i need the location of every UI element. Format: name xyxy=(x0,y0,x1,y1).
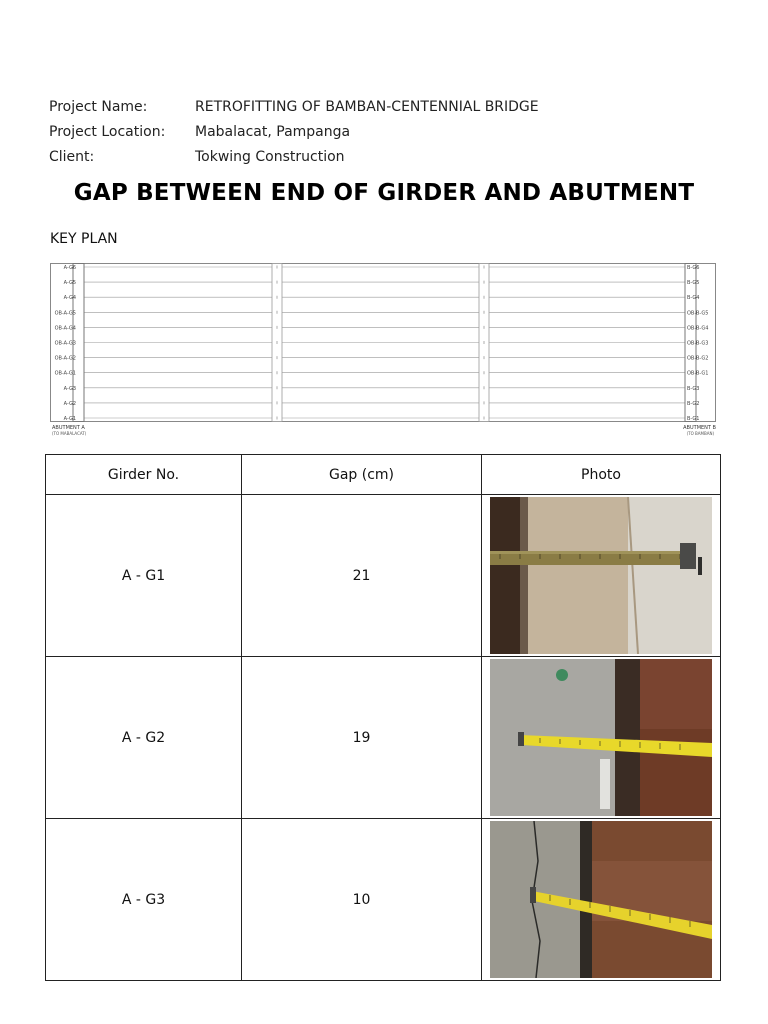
key-plan-svg xyxy=(50,262,720,440)
header-photo: Photo xyxy=(482,455,721,495)
key-plan-right-label: B-G2 xyxy=(687,400,700,407)
girder-no-cell: A - G1 xyxy=(46,495,242,657)
project-name-row xyxy=(49,94,539,119)
header-girder-no: Girder No. xyxy=(46,455,242,495)
photo-cell xyxy=(482,657,721,819)
project-name-value: RETROFITTING OF BAMBAN-CENTENNIAL BRIDGE xyxy=(195,98,539,115)
project-name-label: Project Name: xyxy=(49,98,148,115)
gap-cell: 19 xyxy=(242,657,482,819)
key-plan-left-label: A-G2 xyxy=(63,400,76,407)
client-label: Client: xyxy=(49,148,95,165)
header-gap: Gap (cm) xyxy=(242,455,482,495)
project-location-row xyxy=(49,119,539,144)
photo-cell xyxy=(482,495,721,657)
key-plan-right-label: OB-B-G5 xyxy=(687,310,709,317)
project-info xyxy=(49,94,539,169)
key-plan-left-label: OB-A-G2 xyxy=(54,355,76,362)
key-plan-right-label: B-G4 xyxy=(687,295,700,302)
table-header-row xyxy=(46,455,721,495)
key-plan-left-label: A-G1 xyxy=(63,416,76,422)
key-plan-right-label: B-G3 xyxy=(687,385,700,392)
photo-girder-a-g3 xyxy=(490,821,712,978)
project-location-label: Project Location: xyxy=(49,123,166,140)
abutment-a-sublabel: (TO MABALACAT) xyxy=(52,431,87,436)
key-plan-right-label: OB-B-G3 xyxy=(687,340,709,347)
page-title: GAP BETWEEN END OF GIRDER AND ABUTMENT xyxy=(73,180,695,206)
key-plan-right-label: B-G5 xyxy=(687,280,700,287)
key-plan-left-label: A-G6 xyxy=(63,265,76,271)
gap-cell: 10 xyxy=(242,819,482,981)
key-plan-left-label: A-G3 xyxy=(63,385,76,392)
girder-no-cell: A - G2 xyxy=(46,657,242,819)
key-plan-right-label: B-G1 xyxy=(687,416,700,422)
client-row xyxy=(49,144,539,169)
girder-no-cell: A - G3 xyxy=(46,819,242,981)
key-plan-diagram xyxy=(50,262,720,440)
key-plan-left-label: OB-A-G4 xyxy=(54,325,76,332)
abutment-b-sublabel: (TO BAMBAN) xyxy=(686,431,714,436)
key-plan-right-label: OB-B-G4 xyxy=(687,325,709,332)
gap-table xyxy=(45,454,721,981)
key-plan-left-label: OB-A-G1 xyxy=(54,370,76,377)
key-plan-title: KEY PLAN xyxy=(50,231,118,247)
table-row xyxy=(46,657,721,819)
key-plan-right-label: OB-B-G1 xyxy=(687,370,709,377)
key-plan-left-label: A-G5 xyxy=(63,280,76,287)
photo-cell xyxy=(482,819,721,981)
abutment-b-label: ABUTMENT B xyxy=(683,425,716,431)
abutment-a-label: ABUTMENT A xyxy=(52,425,85,431)
table-row xyxy=(46,819,721,981)
key-plan-right-label: B-G6 xyxy=(687,265,700,271)
key-plan-left-label: OB-A-G3 xyxy=(54,340,76,347)
photo-girder-a-g2 xyxy=(490,659,712,816)
table-row xyxy=(46,495,721,657)
client-value: Tokwing Construction xyxy=(195,148,345,165)
key-plan-left-label: OB-A-G5 xyxy=(54,310,76,317)
gap-cell: 21 xyxy=(242,495,482,657)
key-plan-left-label: A-G4 xyxy=(63,295,76,302)
project-location-value: Mabalacat, Pampanga xyxy=(195,123,351,140)
photo-girder-a-g1 xyxy=(490,497,712,654)
key-plan-right-label: OB-B-G2 xyxy=(687,355,709,362)
